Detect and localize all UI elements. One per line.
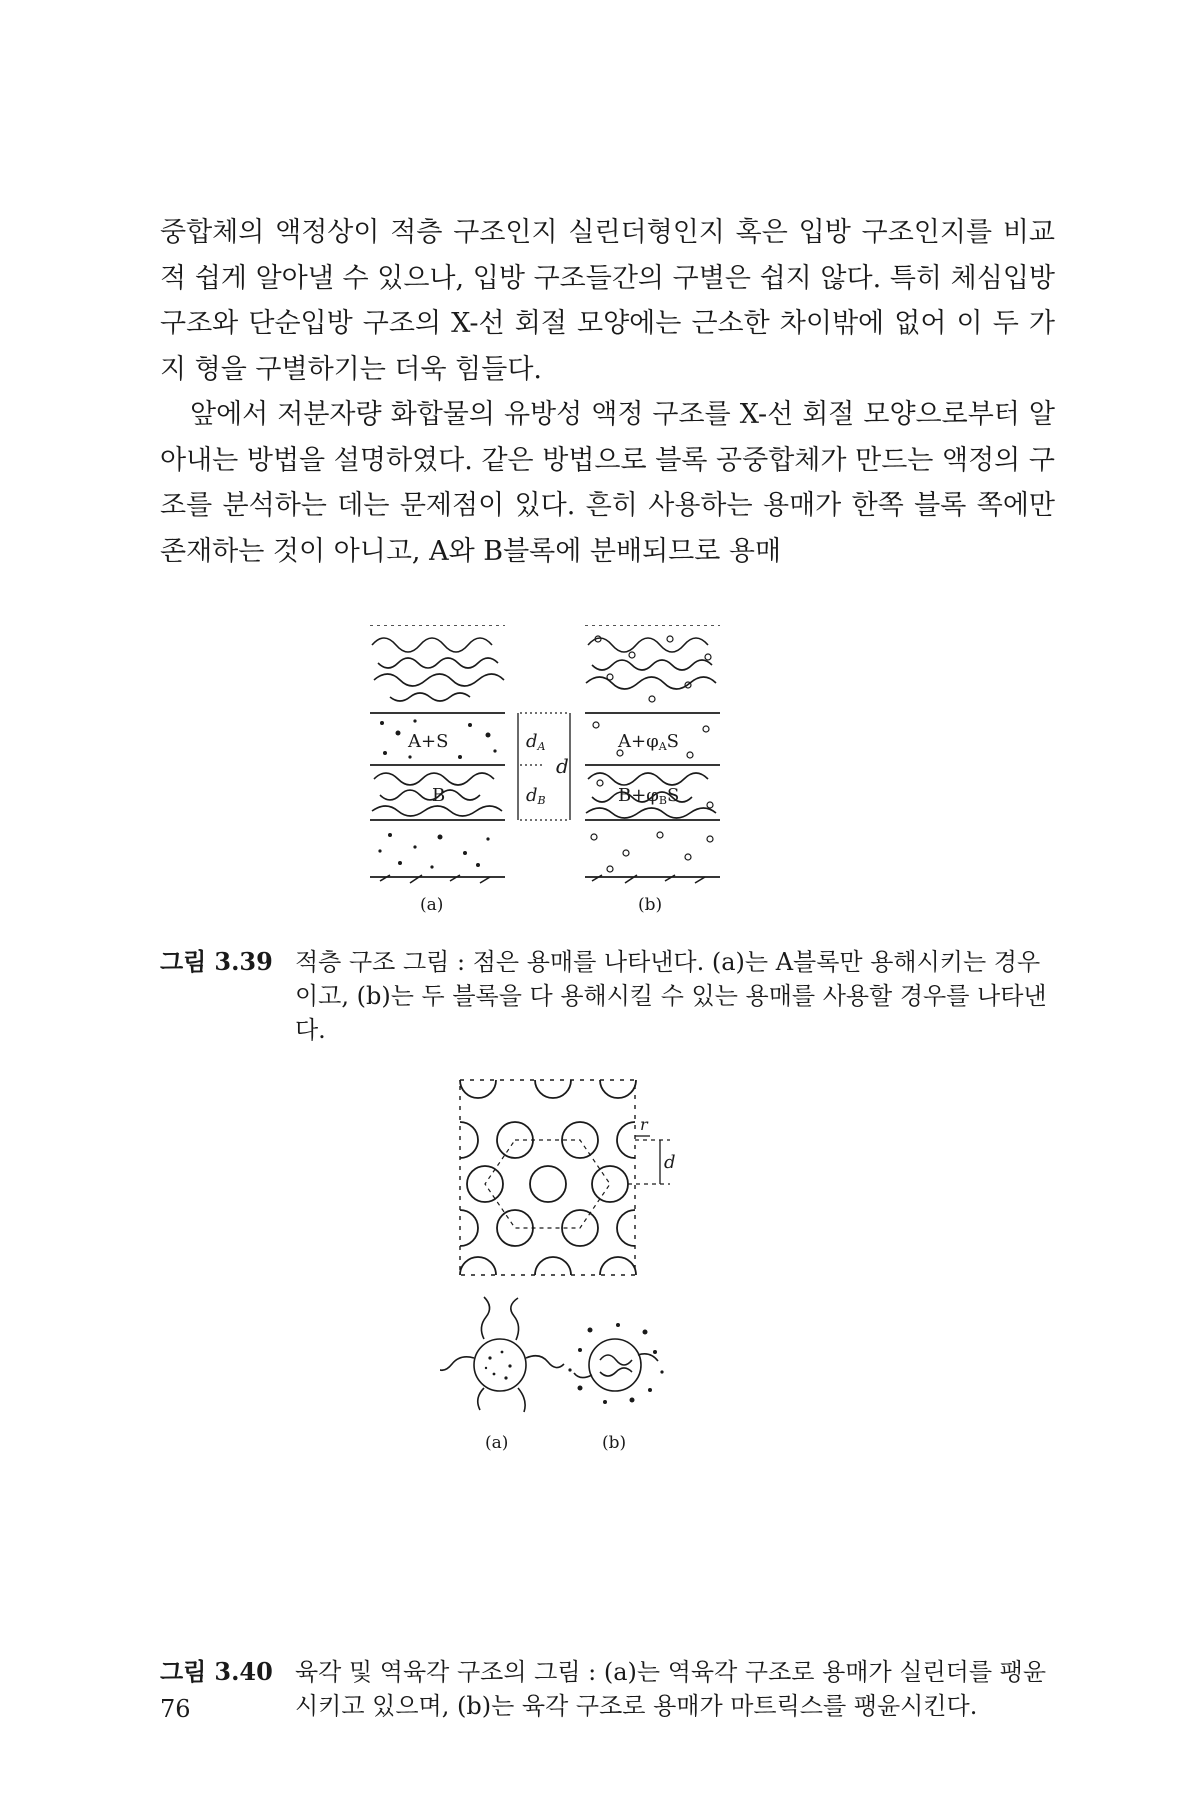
dim-d-label: d <box>556 754 569 778</box>
dim-r-label: r <box>640 1115 648 1134</box>
label-a-plus-s: A+S <box>408 731 449 752</box>
label-b-a-layer: A+φAS <box>618 731 679 753</box>
label-b-layer: B <box>432 785 446 806</box>
caption-text: 육각 및 역육각 구조의 그림 : (a)는 역육각 구조로 용매가 실린더를 팽윤시키고 있으며, (b)는 육각 구조로 용매가 마트릭스를 팽윤시킨다. <box>295 1658 1047 1720</box>
panel-b-stack <box>585 625 720 883</box>
dim-dA-label: dA <box>526 731 546 753</box>
hexagon-outline <box>485 1140 670 1228</box>
caption-heading: 그림 3.39 <box>160 947 273 976</box>
hexagonal-lattice <box>460 1080 636 1275</box>
body-paragraph-2: 앞에서 저분자량 화합물의 유방성 액정 구조를 X-선 회절 모양으로부터 알아내는 방법을 설명하였다. 같은 방법으로 블록 공중합체가 만드는 액정의 구조를 분석하는 데는 문제점이 있다. 흔히 사용하는 용매가 한쪽 블록 쪽에만 존재하는 것이 아니고, A와 B블록에 분배되므로 용매 <box>160 399 1055 567</box>
caption-text: 적층 구조 그림 : 점은 용매를 나타낸다. (a)는 A블록만 용해시키는 경우이고, (b)는 두 블록을 다 용해시킬 수 있는 용매를 사용할 경우를 나타낸다. <box>295 948 1047 1044</box>
figure-3-40-caption <box>160 1655 1055 1723</box>
page-number: 76 <box>160 1695 191 1723</box>
panel-a-label: (a) <box>485 1433 509 1453</box>
caption-heading: 그림 3.40 <box>160 1657 273 1686</box>
panel-b-solvent-circles <box>591 636 713 872</box>
cylinder-b-solvent-dots <box>568 1323 663 1404</box>
panel-b-label: (b) <box>638 895 663 915</box>
cylinder-a-dots <box>485 1351 512 1380</box>
micelle-cylinder-b <box>574 1339 658 1391</box>
dim-dB-label: dB <box>526 785 546 807</box>
panel-a-stack <box>370 625 505 883</box>
dim-d-label: d <box>664 1152 676 1173</box>
figure-3-40-hexagonal-diagram <box>440 1070 740 1460</box>
body-paragraph-1: 중합체의 액정상이 적층 구조인지 실린더형인지 혹은 입방 구조인지를 비교적 쉽게 알아낼 수 있으나, 입방 구조들간의 구별은 쉽지 않다. 특히 체심입방 구조와 단순입방 구조의 X-선 회절 모양에는 근소한 차이밖에 없어 이 두 가지 형을 구별하기는 더욱 힘들다. <box>160 217 1055 385</box>
label-b-b-layer: B+φBS <box>618 785 680 807</box>
panel-a-label: (a) <box>420 895 444 915</box>
panel-b-label: (b) <box>602 1433 627 1453</box>
figure-3-39-caption <box>160 945 1055 1047</box>
figure-3-39-lamellar-diagram <box>370 625 800 915</box>
reverse-micelle-cylinder-a <box>440 1297 564 1412</box>
